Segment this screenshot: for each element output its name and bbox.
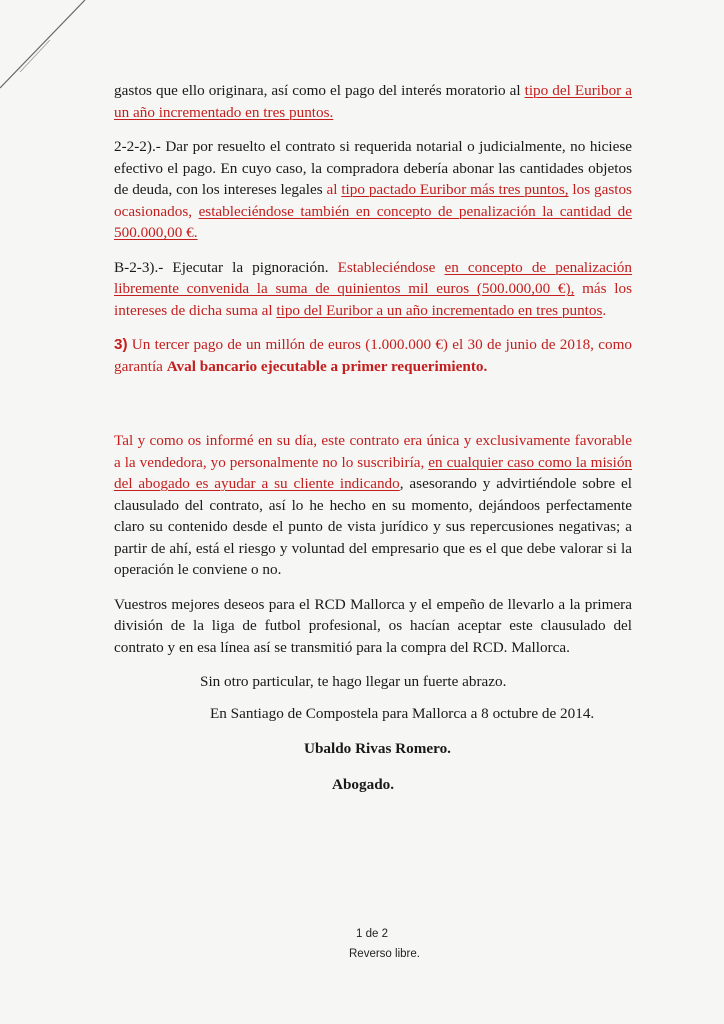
paragraph-text: , asesorando y advirtiéndole sobre el clausulado del contrato, así lo he hecho en su momento, dejándoos perfectamente claro su contenido desde el punto de vista jurídico y sus repercusiones negativas; a partir de ahí, está el riesgo y voluntad del empresario que es el que debe valorar si la operación le conviene o no.	[114, 475, 632, 578]
paragraph-interest	[114, 80, 632, 123]
bold-clause: Aval bancario ejecutable a primer requerimiento.	[166, 357, 488, 375]
paragraph-wishes: Vuestros mejores deseos para el RCD Mallorca y el empeño de llevarlo a la primera división de la liga de futbol profesional, os hacían aceptar este clausulado del contrato y en esa línea así se transmitió para la compra del RCD. Mallorca.	[114, 595, 632, 656]
closing-line: Sin otro particular, te hago llegar un fuerte abrazo.	[200, 673, 507, 690]
red-text: Tal y como os informé en su día, este contrato era única y exclusivamente favorable a la vendedora, yo personalmente no lo suscribiría,	[114, 432, 632, 471]
reverse-note: Reverso libre.	[349, 948, 420, 960]
paragraph-text: Un tercer pago de un millón de euros (1.000.000 €) el 30 de junio de 2018, como garantía	[114, 336, 632, 375]
red-text: al	[326, 181, 342, 198]
paragraph-text: 2-2-2).- Dar por resuelto el contrato si requerida notarial o judicialmente, no hiciese efectivo el pago. En cuyo caso, la compradora debería abonar las cantidades objetos de deuda, con los intereses legales	[114, 138, 632, 198]
highlighted-clause: en cualquier caso como la misión del abogado es ayudar a su cliente indicando	[114, 453, 633, 492]
place-date: En Santiago de Compostela para Mallorca a 8 octubre de 2014.	[210, 704, 595, 722]
signature-name: Ubaldo Rivas Romero.	[304, 740, 451, 757]
highlighted-clause: en concepto de penalización libremente convenida la suma de quinientos mil euros (500.000,00 €),	[114, 258, 632, 297]
paragraph-advice	[114, 430, 632, 581]
page-number: 1 de 2	[356, 928, 388, 940]
spacer	[114, 390, 632, 430]
paragraph-third-payment	[114, 334, 632, 377]
paragraph-b-2-3	[114, 257, 632, 322]
red-text: .	[602, 301, 607, 319]
highlighted-clause: tipo pactado Euribor más tres puntos,	[341, 181, 569, 198]
paragraph-text: B-2-3).- Ejecutar la pignoración.	[114, 258, 338, 276]
letter-body	[114, 80, 632, 795]
highlighted-clause: estableciéndose también en concepto de penalización la cantidad de 500.000,00 €.	[114, 202, 632, 241]
red-text: Estableciéndose	[337, 258, 445, 276]
highlighted-clause: tipo del Euribor a un año incrementado en tres puntos.	[114, 82, 632, 121]
signature-role: Abogado.	[332, 775, 395, 793]
paragraph-text: gastos que ello originara, así como el pago del interés moratorio al	[114, 82, 525, 99]
red-text: los gastos ocasionados,	[114, 181, 632, 220]
highlighted-clause: tipo del Euribor a un año incrementado en tres puntos	[276, 301, 603, 319]
paragraph-2-2-2	[114, 136, 632, 244]
red-text: más los intereses de dicha suma al	[114, 280, 632, 319]
item-number: 3)	[114, 336, 128, 353]
